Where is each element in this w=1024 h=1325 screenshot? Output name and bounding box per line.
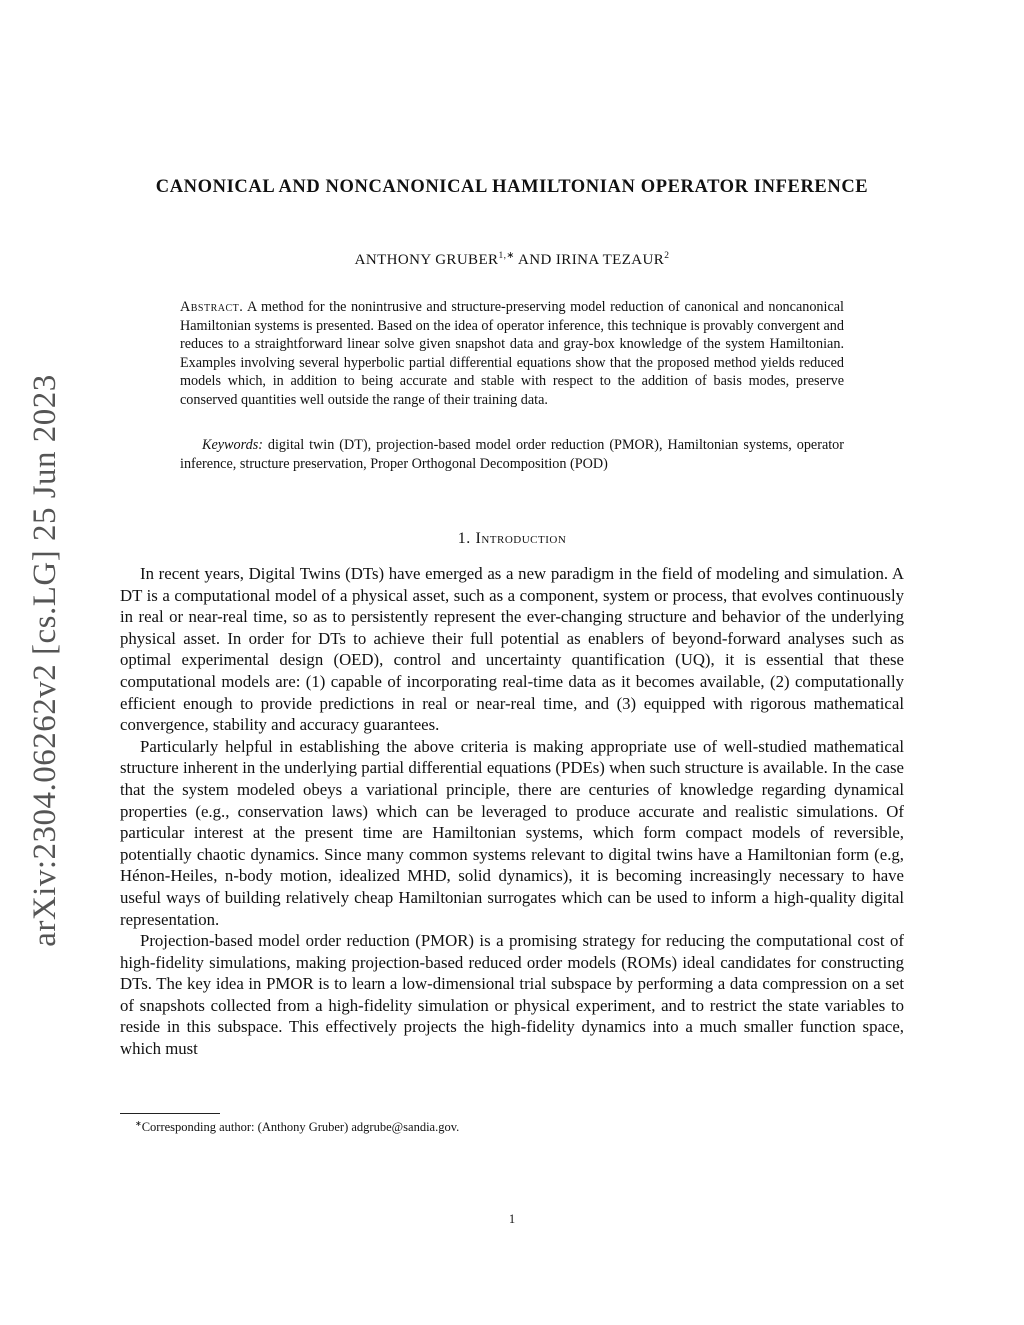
section-number: 1. [457, 530, 471, 547]
paper-title: CANONICAL AND NONCANONICAL HAMILTONIAN OPERATOR INFERENCE [155, 177, 869, 197]
arxiv-identifier-text: arXiv:2304.06262v2 [cs.LG] 25 Jun 2023 [26, 373, 63, 947]
paragraph: In recent years, Digital Twins (DTs) have emerged as a new paradigm in the field of modeling and simulation. A DT is a computational model of a physical asset, such as a component, system or process, that evolves continuously in real or near-real time, so as to persistently represent the ever-changing structure and behavior of the underlying physical asset. In order for DTs to achieve their full potential as enablers of beyond-forward analyses such as optimal experimental design (OED), control and uncertainty quantification (UQ), it is essential that these computational models are: (1) capable of incorporating real-time data as it becomes available, (2) computationally efficient enough to provide predictions in real or near-real time, and (3) equipped with rigorous mathematical convergence, stability and accuracy guarantees. [120, 564, 904, 735]
author-name-1: ANTHONY GRUBER [354, 252, 499, 268]
author-1-affiliation-marks: 1,∗ [498, 251, 515, 261]
keywords [180, 436, 844, 473]
keywords-text: digital twin (DT), projection-based model order reduction (PMOR), Hamiltonian systems, operator inference, structure preservation, Proper Orthogonal Decomposition (POD) [180, 437, 845, 472]
author-conjunction: AND [514, 252, 556, 268]
body-text [120, 563, 904, 1060]
footnote-mark: ∗ [135, 1119, 142, 1128]
paragraph: Particularly helpful in establishing the above criteria is making appropriate use of well-studied mathematical structure inherent in the underlying partial differential equations (PDEs) when such structure is available. In the case that the system modeled obeys a variational principle, there are centuries of knowledge regarding dynamical properties (e.g., conservation laws) which can be leveraged to produce accurate and realistic simulations. Of particular interest at the present time are Hamiltonian systems, which form compact models of reversible, potentially chaotic dynamics. Since many common systems relevant to digital twins have a Hamiltonian form (e.g, Hénon-Heiles, n-body motion, idealized MHD, solid dynamics), it is becoming increasingly necessary to have useful ways of building relatively cheap Hamiltonian surrogates which can be used to inform a high-quality digital representation. [120, 736, 904, 929]
section-heading [120, 530, 904, 548]
section-title: Introduction [475, 530, 567, 547]
abstract [180, 298, 844, 410]
abstract-label: Abstract. [180, 299, 244, 315]
abstract-text: A method for the nonintrusive and structure-preserving model reduction of canonical and noncanonical Hamiltonian systems is presented. Based on the idea of operator inference, this technique is provably convergent and reduces to a straightforward linear solve given snapshot data and gray-box knowledge of the system Hamiltonian. Examples involving several hyperbolic partial differential equations show that the proposed method yields reduced models which, in addition to being accurate and stable with respect to the addition of basis modes, preserve conserved quantities well outside the range of their training data. [180, 299, 844, 408]
author-name-2: IRINA TEZAUR [555, 252, 665, 268]
author-2-affiliation-marks: 2 [664, 251, 670, 261]
author-line [120, 250, 904, 269]
footnote-divider [120, 1113, 220, 1114]
paragraph: Projection-based model order reduction (PMOR) is a promising strategy for reducing the computational cost of high-fidelity simulations, making projection-based reduced order models (ROMs) ideal candidates for constructing DTs. The key idea in PMOR is to learn a low-dimensional trial subspace by performing a data compression on a set of snapshots collected from a high-fidelity simulation or physical experiment, and to restrict the state variables to reside in this subspace. This effectively projects the high-fidelity dynamics into a much smaller function space, which must [120, 931, 904, 1059]
keywords-label: Keywords: [202, 437, 263, 453]
arxiv-identifier-stamp [25, 360, 65, 960]
footnote-text: Corresponding author: (Anthony Gruber) adgrube@sandia.gov. [141, 1120, 460, 1135]
page-number: 1 [508, 1212, 516, 1226]
footnote [135, 1119, 905, 1135]
